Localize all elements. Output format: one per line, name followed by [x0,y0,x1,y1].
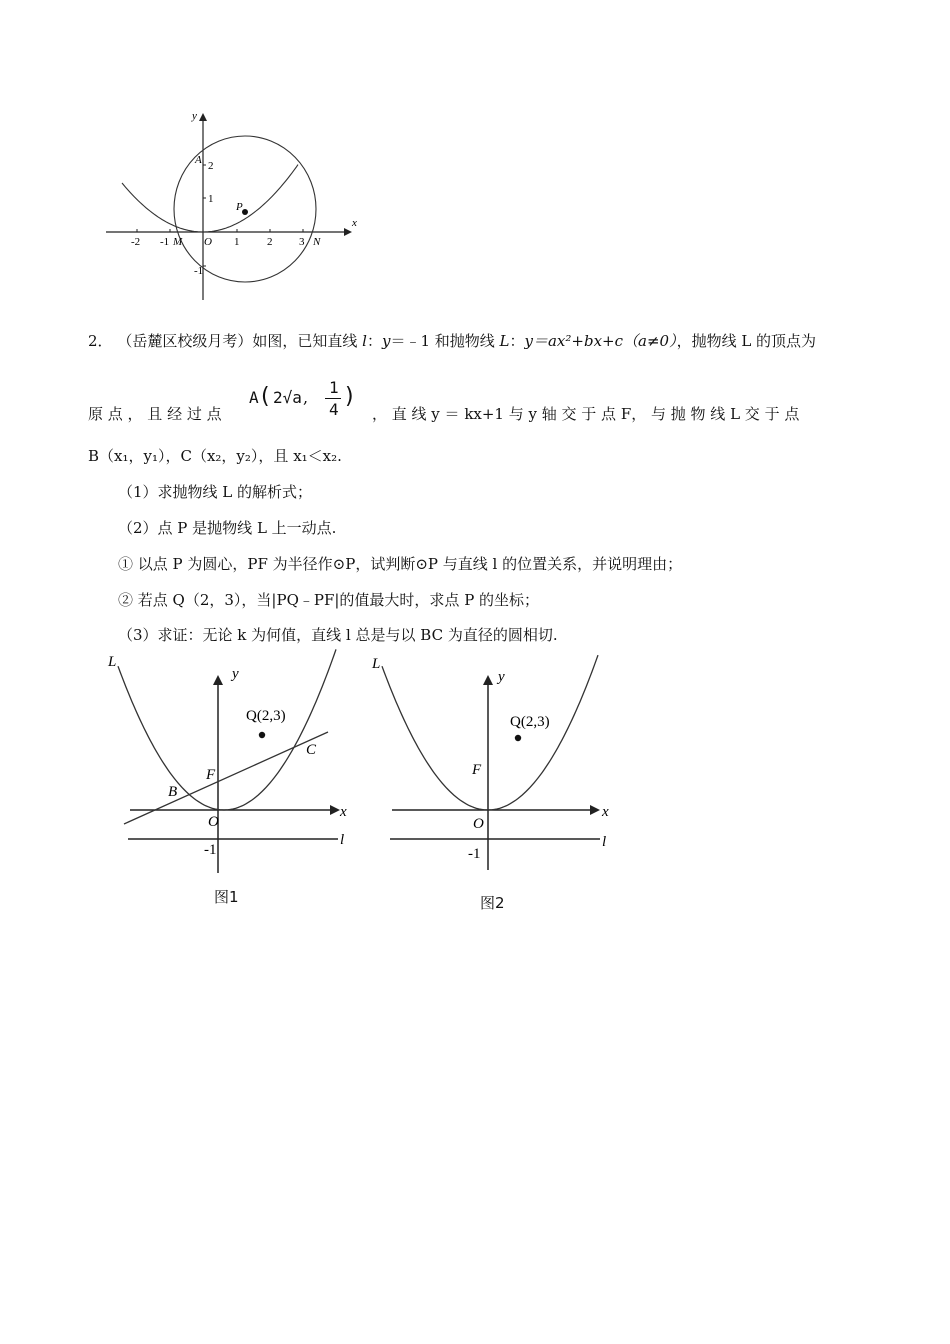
label-L: L [108,654,117,670]
question-2: （2）点 P 是抛物线 L 上一动点. [118,519,337,537]
label-x: x [602,804,609,820]
question-3: （3）求证：无论 k 为何值，直线 l 总是与以 BC 为直径的圆相切. [118,626,558,644]
top-figure [100,105,365,305]
tick-x-neg1: -1 [160,236,170,248]
parabola-L [382,655,598,810]
label-l: l [340,832,345,848]
label-F: F [206,767,216,783]
right-paren: ) [345,384,354,409]
text-segment: l [362,332,367,350]
label-N: N [313,236,321,248]
comma: , [303,388,309,407]
problem-line-2a: 原 点 ， 且 经 过 点 [88,405,222,423]
tick-x-3: 3 [299,236,305,248]
point-A-y-numerator: 1 [329,378,339,397]
label-origin: O [204,236,212,248]
figure-1 [100,648,370,878]
label-A: A [195,154,202,166]
point-A-formula [247,378,367,424]
label-l: l [602,834,607,850]
parabola-L [118,649,336,810]
tick-y-1: 1 [208,193,214,205]
tick-x-1: 1 [234,236,240,248]
tick-y-neg1: -1 [194,265,204,277]
label-y: y [232,666,239,682]
tick-y-2: 2 [208,160,214,172]
question-1: （1）求抛物线 L 的解析式； [118,483,313,501]
label-Q: Q(2,3) [246,708,286,724]
text-segment: L [499,332,510,350]
text-segment: ＝﹣1 和抛物线 [390,332,500,350]
tick-x-neg2: -2 [131,236,141,248]
label-B: B [168,784,178,800]
figure-2 [360,648,620,878]
figure-1-caption: 图1 [214,888,239,906]
text-segment: ，抛物线 L 的顶点为 [676,332,817,350]
point-Q [515,735,521,741]
question-2-1: ① 以点 P 为圆心，PF 为半径作⊙P，试判断⊙P 与直线 l 的位置关系，并说明理由； [118,555,683,573]
tick-x-2: 2 [267,236,273,248]
label-y: y [498,669,505,685]
problem-line-1 [88,331,816,351]
point-A-x: 2√a [273,388,302,407]
label-F: F [472,762,482,778]
text-segment: ： [509,332,525,350]
text-segment: y＝ax²+bx+c（a≠0） [524,332,677,350]
problem-line-3: B（x₁，y₁），C（x₂，y₂），且 x₁＜x₂. [88,447,342,465]
label-neg1: -1 [204,842,217,858]
problem-line-2b: ， 直 线 y ＝ kx+1 与 y 轴 交 于 点 F， 与 抛 物 线 L 交 于 点 [372,405,800,423]
figure-2-caption: 图2 [480,894,505,912]
label-O: O [208,814,219,830]
question-2-2: ② 若点 Q（2，3），当|PQ﹣PF|的值最大时，求点 P 的坐标； [118,591,540,609]
point-Q [259,732,265,738]
text-segment: 如图，已知直线 [252,332,363,350]
x-axis-label: x [352,217,357,229]
label-C: C [306,742,317,758]
text-segment: ： [366,332,382,350]
label-M: M [173,236,183,248]
label-O: O [473,816,484,832]
label-P: P [236,201,243,213]
label-Q: Q(2,3) [510,714,550,730]
fraction-bar [325,398,341,399]
label-x: x [340,804,347,820]
point-P [242,209,248,215]
label-neg1: -1 [468,846,481,862]
problem-number: 2． [88,332,113,350]
y-axis-label: y [192,110,197,122]
text-segment: y [381,332,391,350]
point-A-label: A [249,388,259,407]
label-L: L [372,656,381,672]
problem-source: （岳麓区校级月考） [117,332,253,350]
left-paren: ( [261,384,270,409]
point-A-y-denominator: 4 [329,400,339,419]
